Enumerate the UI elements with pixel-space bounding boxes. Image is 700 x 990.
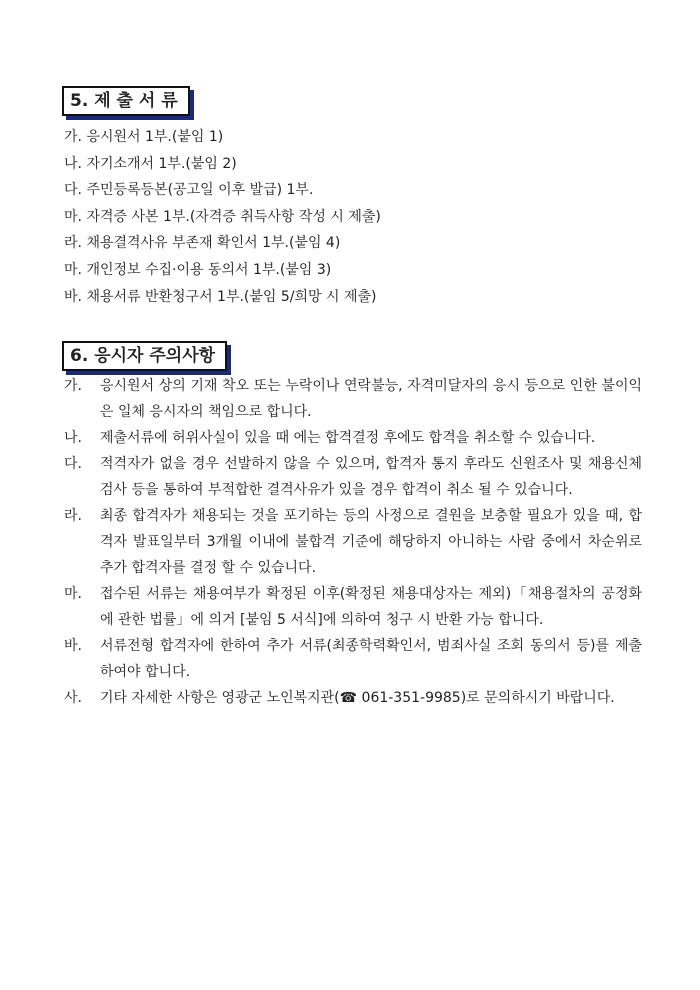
item-marker: 사.	[64, 690, 82, 706]
item-marker: 라.	[64, 508, 82, 524]
list-item	[64, 685, 642, 711]
list-item	[64, 451, 642, 503]
item-text: 응시원서 1부.(붙임 1)	[86, 129, 224, 145]
item-marker: 바.	[64, 288, 82, 305]
item-marker: 바.	[64, 638, 82, 654]
section-5-title: 5. 제 출 서 류	[62, 86, 190, 116]
item-text: 채용서류 반환청구서 1부.(붙임 5/희망 시 제출)	[86, 288, 377, 305]
item-marker: 가.	[64, 378, 82, 394]
item-text: 채용결격사유 부존재 확인서 1부.(붙임 4)	[86, 235, 341, 252]
section-6-list	[64, 373, 642, 711]
section-6-title: 6. 응시자 주의사항	[62, 341, 227, 371]
item-text: 적격자가 없을 경우 선발하지 않을 수 있으며, 합격자 통지 후라도 신원조사 및 채용신체검사 등을 통하여 부적합한 결격사유가 있을 경우 합격이 취소 될 수 있습니다.	[100, 456, 642, 498]
item-text: 제출서류에 허위사실이 있을 때 에는 합격결정 후에도 합격을 취소할 수 있습니다.	[100, 430, 596, 446]
list-item	[64, 204, 381, 231]
item-marker: 나.	[64, 430, 82, 446]
item-text: 접수된 서류는 채용여부가 확정된 이후(확정된 채용대상자는 제외)「채용절차의 공정화에 관한 법률」에 의거 [붙임 5 서식]에 의하여 청구 시 반환 가능 합니다.	[100, 586, 642, 628]
item-text: 개인정보 수집·이용 동의서 1부.(붙임 3)	[86, 261, 332, 278]
list-item	[64, 503, 642, 581]
item-marker: 나.	[64, 155, 82, 172]
item-marker: 라.	[64, 235, 82, 252]
section-5-list	[64, 124, 381, 310]
list-item	[64, 581, 642, 633]
item-marker: 마.	[64, 261, 82, 278]
list-item	[64, 284, 381, 311]
list-item	[64, 425, 642, 451]
item-text: 응시원서 상의 기재 착오 또는 누락이나 연락불능, 자격미달자의 응시 등으로 인한 불이익은 일체 응시자의 책임으로 합니다.	[100, 378, 642, 420]
item-text: 서류전형 합격자에 한하여 추가 서류(최종학력확인서, 범죄사실 조회 동의서 등)를 제출 하여야 합니다.	[100, 638, 642, 680]
list-item	[64, 257, 381, 284]
item-marker: 다.	[64, 182, 82, 199]
list-item	[64, 633, 642, 685]
item-text: 주민등록등본(공고일 이후 발급) 1부.	[86, 182, 314, 199]
item-marker: 가.	[64, 129, 82, 145]
item-text: 자격증 사본 1부.(자격증 취득사항 작성 시 제출)	[86, 208, 381, 225]
item-text: 최종 합격자가 채용되는 것을 포기하는 등의 사정으로 결원을 보충할 필요가 있을 때, 합격자 발표일부터 3개월 이내에 불합격 기준에 해당하지 아니하는 사람 중에서 차순위로 추가 합격자를 결정 할 수 있습니다.	[100, 508, 642, 576]
item-marker: 마.	[64, 208, 82, 225]
list-item	[64, 230, 381, 257]
list-item	[64, 177, 381, 204]
item-marker: 다.	[64, 456, 82, 472]
list-item	[64, 124, 381, 151]
list-item	[64, 151, 381, 178]
list-item	[64, 373, 642, 425]
item-text: 자기소개서 1부.(붙임 2)	[86, 155, 237, 172]
item-marker: 마.	[64, 586, 82, 602]
item-text: 기타 자세한 사항은 영광군 노인복지관(☎ 061-351-9985)로 문의하시기 바랍니다.	[100, 690, 615, 706]
